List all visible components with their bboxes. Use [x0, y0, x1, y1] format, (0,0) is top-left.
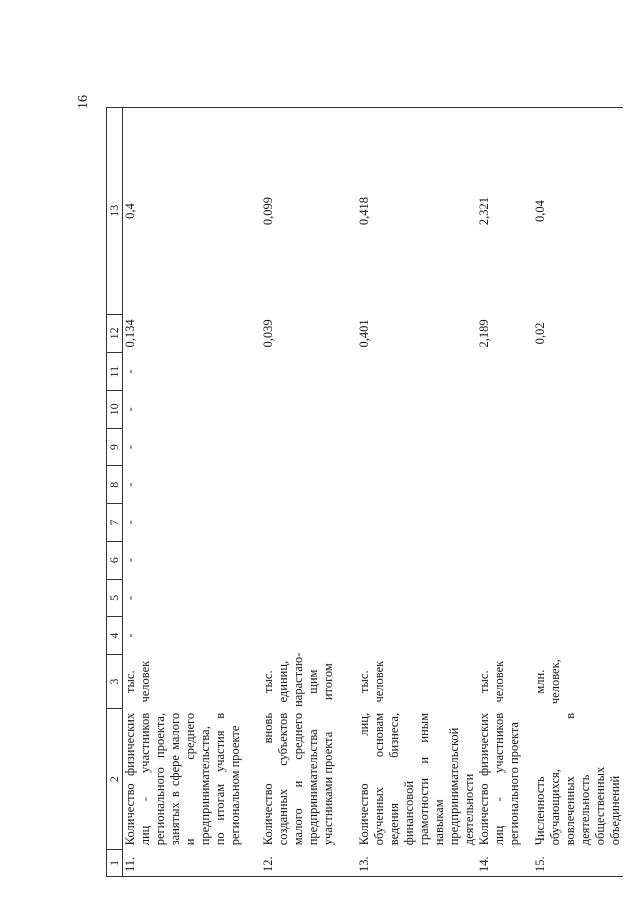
- value-col-11: [533, 353, 623, 391]
- unit-of-measure: тыс. человек: [476, 660, 506, 703]
- value-col-10: [357, 391, 477, 429]
- value-col-6: -: [123, 558, 137, 563]
- value-col-8: [357, 466, 477, 504]
- column-header-8: 8: [107, 466, 123, 504]
- value-col-9: [357, 428, 477, 466]
- value-col-7: [533, 504, 623, 542]
- column-header-1: 1: [107, 849, 123, 876]
- value-col-13: 0,04: [533, 108, 623, 315]
- value-col-9: [533, 428, 623, 466]
- column-header-6: 6: [107, 541, 123, 579]
- row-number: 14.: [477, 849, 533, 876]
- table-row: [357, 108, 477, 877]
- value-col-4: [477, 617, 533, 655]
- value-col-12: 0,401: [356, 319, 371, 348]
- value-col-6: [533, 541, 623, 579]
- unit-of-measure: тыс. человек: [123, 660, 152, 703]
- table-row: [261, 108, 357, 877]
- value-col-12: 2,189: [476, 319, 491, 348]
- table-body: [123, 108, 623, 877]
- unit-of-measure: млн. человек,: [532, 659, 562, 705]
- value-col-9: [261, 428, 357, 466]
- header-row: [107, 108, 123, 877]
- value-col-4: [533, 617, 623, 655]
- value-col-8: [533, 466, 623, 504]
- column-header-13: 13: [107, 108, 123, 315]
- indicator-name: Количество вновь созданных субъектов малого и среднего предпринимательства участниками проекта: [260, 712, 335, 846]
- row-number: 13.: [357, 849, 477, 876]
- indicators-table: [106, 107, 623, 877]
- value-col-7: [261, 504, 357, 542]
- value-col-6: [357, 541, 477, 579]
- value-col-13: 0,4: [123, 108, 261, 315]
- value-col-13: 0,418: [357, 108, 477, 315]
- table-row: [533, 108, 623, 877]
- column-header-12: 12: [107, 314, 123, 353]
- value-col-13: 2,321: [477, 108, 533, 315]
- column-header-9: 9: [107, 428, 123, 466]
- indicator-name: Количество лиц, обученных основам ведения бизнеса, финансовой грамотности и иным навыкам предпринимательской деятельности: [356, 712, 476, 846]
- value-col-8: [261, 466, 357, 504]
- value-col-8: -: [123, 482, 137, 487]
- value-col-4: -: [123, 633, 137, 638]
- indicator-name: Численность обучающихся, вовлеченных в деятельность общественных объединений: [532, 712, 622, 846]
- value-col-10: -: [123, 407, 137, 412]
- column-header-11: 11: [107, 353, 123, 391]
- value-col-12: 0,039: [260, 319, 275, 348]
- value-col-5: [477, 579, 533, 617]
- value-col-12: 0,02: [532, 322, 547, 345]
- value-col-5: [533, 579, 623, 617]
- value-col-8: [477, 466, 533, 504]
- value-col-4: [357, 617, 477, 655]
- column-header-10: 10: [107, 391, 123, 429]
- column-header-3: 3: [107, 654, 123, 708]
- value-col-10: [533, 391, 623, 429]
- table-row: [477, 108, 533, 877]
- value-col-11: [477, 353, 533, 391]
- row-number: 11.: [123, 849, 261, 876]
- value-col-12: 0,134: [123, 319, 137, 348]
- table-header: [107, 108, 123, 877]
- value-col-10: [477, 391, 533, 429]
- value-col-5: [261, 579, 357, 617]
- unit-of-measure: тыс. единиц, нарастаю-щим итогом: [260, 652, 335, 707]
- table-row: [123, 108, 261, 877]
- value-col-7: [357, 504, 477, 542]
- value-col-9: -: [123, 444, 137, 450]
- indicator-name: Количество физических лиц - участников регионального проекта, занятых в сфере малого и среднего предпринимательства, по итогам участия в региональном проекте: [123, 712, 242, 846]
- value-col-5: -: [123, 595, 137, 600]
- row-number: 12.: [261, 849, 357, 876]
- value-col-9: [477, 428, 533, 466]
- column-header-5: 5: [107, 579, 123, 617]
- indicators-table-rotated: [106, 107, 622, 877]
- value-col-4: [261, 617, 357, 655]
- value-col-7: [477, 504, 533, 542]
- value-col-6: [477, 541, 533, 579]
- value-col-11: -: [123, 369, 137, 374]
- column-header-4: 4: [107, 617, 123, 655]
- value-col-10: [261, 391, 357, 429]
- indicators-table-wrapper: [106, 107, 622, 877]
- value-col-13: 0,099: [261, 108, 357, 315]
- indicator-name: Количество физических лиц - участников регионального проекта: [476, 712, 521, 846]
- page-number: 16: [76, 95, 91, 109]
- value-col-11: [261, 353, 357, 391]
- column-header-2: 2: [107, 709, 123, 849]
- value-col-5: [357, 579, 477, 617]
- value-col-11: [357, 353, 477, 391]
- unit-of-measure: тыс. человек: [356, 660, 386, 703]
- column-header-7: 7: [107, 504, 123, 542]
- value-col-6: [261, 541, 357, 579]
- row-number: 15.: [533, 849, 623, 876]
- value-col-7: -: [123, 520, 137, 525]
